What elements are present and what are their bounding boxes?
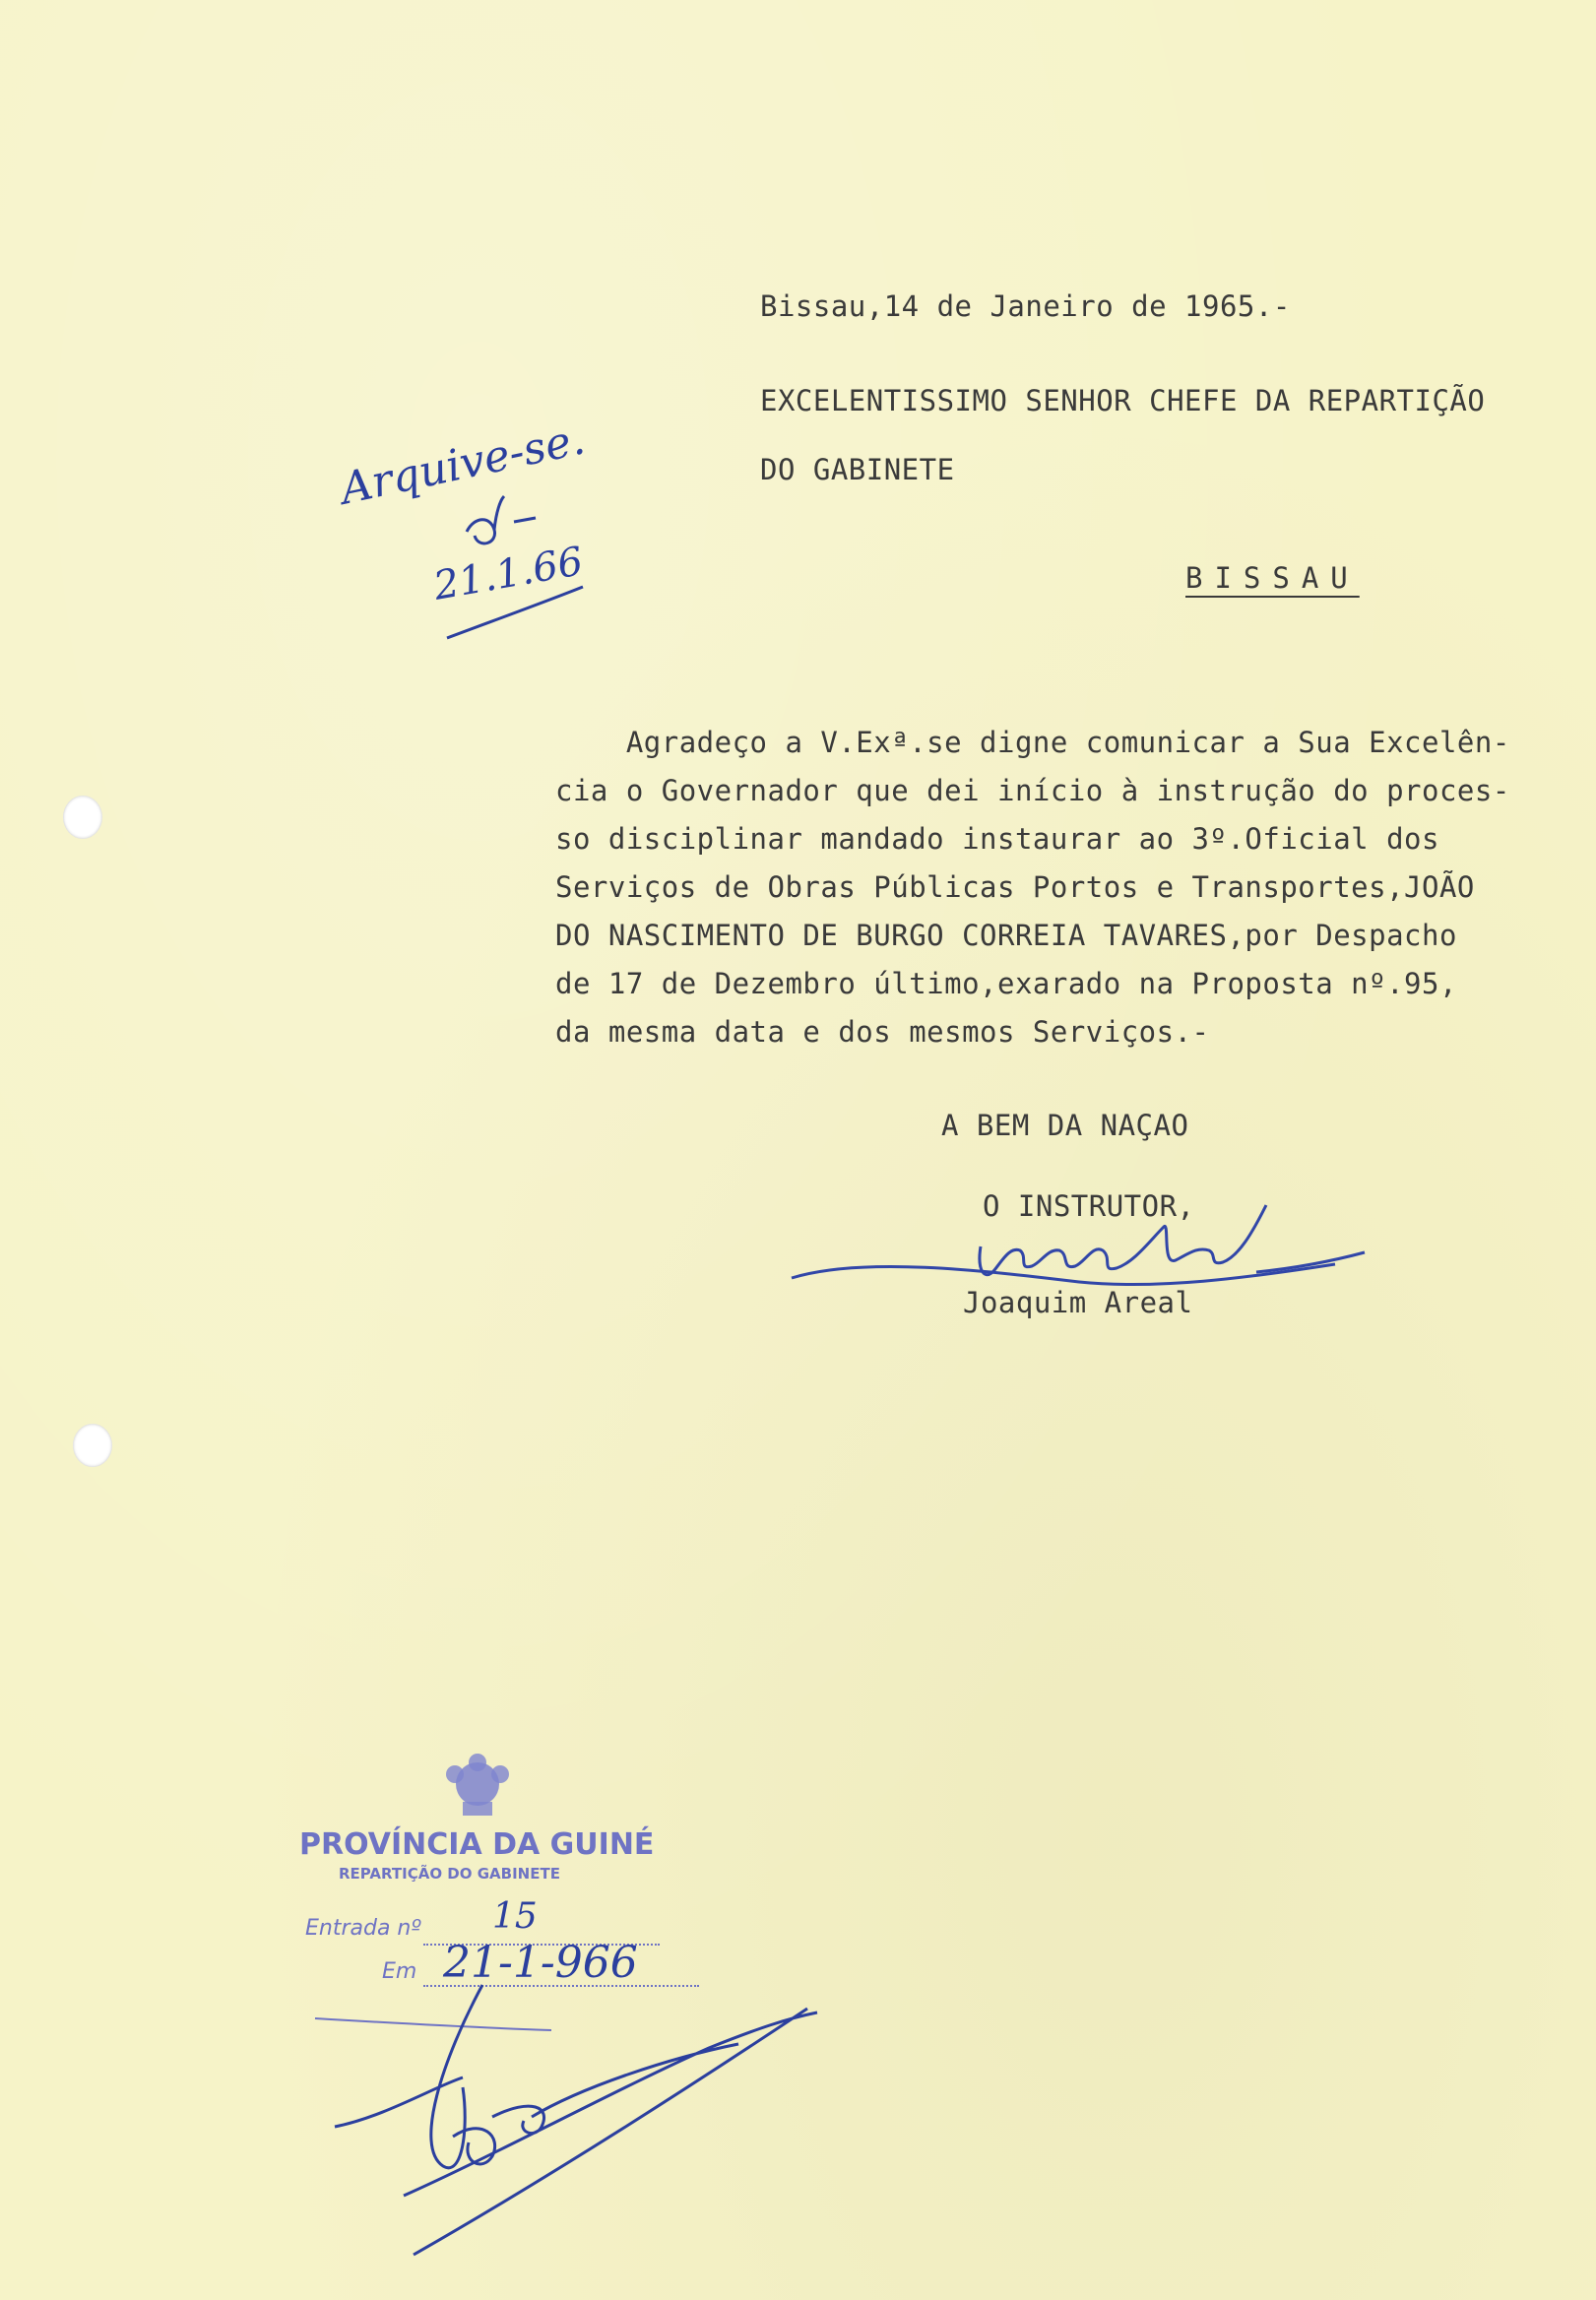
stamp-title: PROVÍNCIA DA GUINÉ — [299, 1827, 655, 1862]
stamp-subtitle: REPARTIÇÃO DO GABINETE — [339, 1865, 560, 1883]
body-line: de 17 de Dezembro último,exarado na Proposta nº.95, — [555, 967, 1457, 1000]
margin-note-line-1: Arquive-se. — [336, 414, 590, 515]
date-line: Bissau,14 de Janeiro de 1965.- — [760, 289, 1291, 323]
punch-hole-bottom — [73, 1424, 112, 1467]
margin-note-underline — [445, 581, 603, 640]
destination-city: BISSAU — [1185, 561, 1360, 595]
addressee-line-2: DO GABINETE — [760, 453, 955, 486]
body-line: da mesma data e dos mesmos Serviços.- — [555, 1015, 1210, 1049]
stamp-date-label: Em — [382, 1959, 417, 1984]
body-line: so disciplinar mandado instaurar ao 3º.Oficial dos — [555, 822, 1439, 856]
closing-line: A BEM DA NAÇAO — [941, 1109, 1189, 1142]
body-line: Agradeço a V.Exª.se digne comunicar a Sua Excelên- — [555, 726, 1510, 759]
stamp-entry-label: Entrada nº — [305, 1916, 421, 1941]
instructor-signature — [784, 1187, 1374, 1296]
dispatch-signature — [295, 1969, 847, 2265]
stamp-date-value: 21-1-966 — [443, 1938, 638, 1988]
margin-note-date: 21.1.66 — [430, 539, 587, 609]
punch-hole-top — [63, 796, 102, 839]
signer-title: O INSTRUTOR, — [983, 1189, 1195, 1223]
signer-name: Joaquim Areal — [963, 1286, 1193, 1319]
coat-of-arms-icon — [433, 1753, 522, 1821]
addressee-line-1: EXCELENTISSIMO SENHOR CHEFE DA REPARTIÇÃO — [760, 384, 1486, 417]
body-line: Serviços de Obras Públicas Portos e Transportes,JOÃO — [555, 870, 1475, 904]
body-line: DO NASCIMENTO DE BURGO CORREIA TAVARES,por Despacho — [555, 919, 1457, 952]
body-line: cia o Governador que dei início à instrução do proces- — [555, 774, 1510, 807]
stamp-entry-value: 15 — [492, 1896, 538, 1937]
